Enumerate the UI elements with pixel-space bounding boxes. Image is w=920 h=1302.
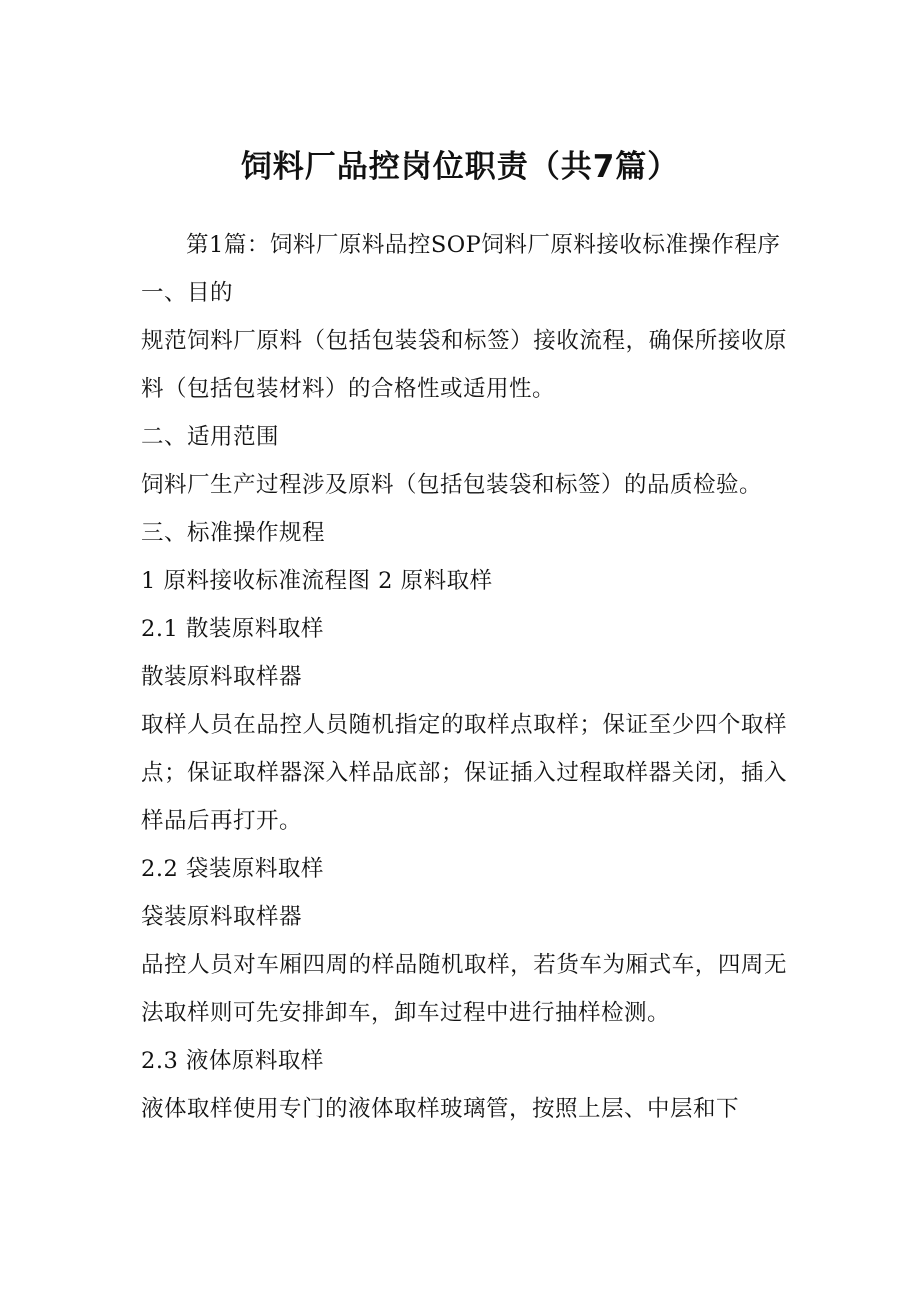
section-heading-scope: 二、适用范围	[141, 424, 280, 450]
paragraph-bagged-sampler: 袋装原料取样器	[141, 904, 303, 930]
subsection-heading-liquid: 2.3 液体原料取样	[141, 1048, 324, 1074]
subsection-heading-bulk: 2.1 散装原料取样	[141, 616, 324, 642]
paragraph-liquid-sampling: 液体取样使用专门的液体取样玻璃管，按照上层、中层和下	[141, 1096, 740, 1122]
subsection-heading-bagged: 2.2 袋装原料取样	[141, 856, 324, 882]
chapter-heading: 第1篇：饲料厂原料品控SOP饲料厂原料接收标准操作程序	[186, 232, 781, 258]
paragraph-bagged-sampling: 品控人员对车厢四周的样品随机取样，若货车为厢式车，四周无法取样则可先安排卸车，卸车过程中进行抽样检测。	[141, 952, 787, 1026]
paragraph-flowchart: 1 原料接收标准流程图 2 原料取样	[141, 568, 493, 594]
document-title: 饲料厂品控岗位职责（共7篇）	[240, 149, 680, 185]
paragraph-purpose: 规范饲料厂原料（包括包装袋和标签）接收流程，确保所接收原料（包括包装材料）的合格性或适用性。	[141, 328, 787, 402]
section-heading-procedure: 三、标准操作规程	[141, 520, 326, 546]
section-heading-purpose: 一、目的	[141, 280, 234, 306]
paragraph-scope: 饲料厂生产过程涉及原料（包括包装袋和标签）的品质检验。	[141, 472, 763, 498]
paragraph-bulk-sampler: 散装原料取样器	[141, 664, 303, 690]
paragraph-bulk-sampling: 取样人员在品控人员随机指定的取样点取样；保证至少四个取样点；保证取样器深入样品底部；保证插入过程取样器关闭，插入样品后再打开。	[141, 712, 787, 834]
document-body	[141, 221, 787, 1133]
